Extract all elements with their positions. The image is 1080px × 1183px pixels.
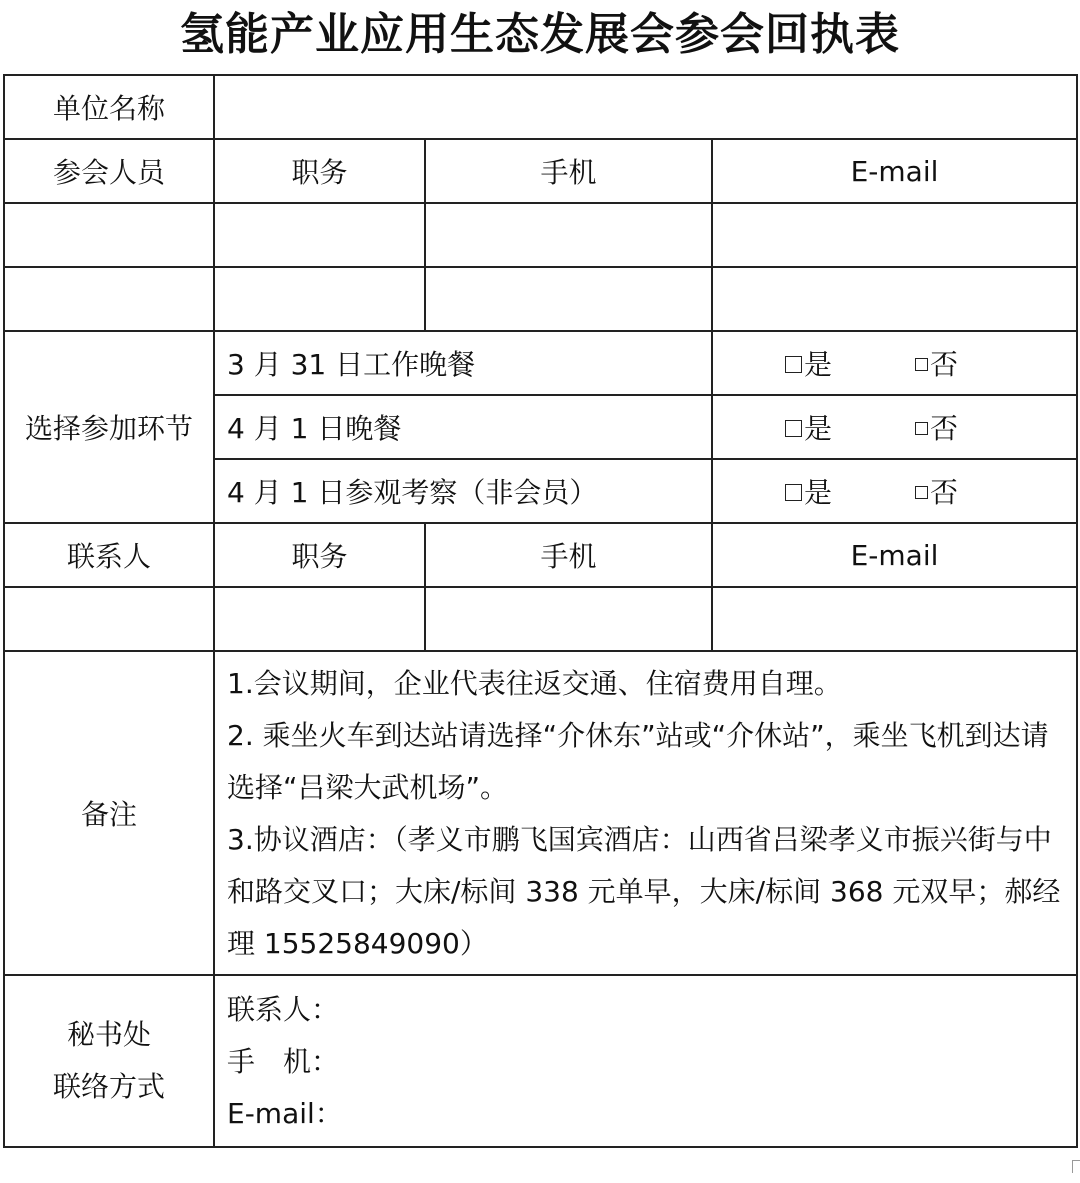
secretary-phone-field[interactable]: 手 机：: [227, 1045, 340, 1078]
session-row: [4, 331, 1077, 395]
remarks-content: [214, 651, 1077, 975]
session-choice: [712, 395, 1077, 459]
session-item-label: 3 月 31 日工作晚餐: [214, 331, 712, 395]
no-label: 否: [930, 412, 959, 445]
session-yes-option[interactable]: [785, 407, 915, 447]
unit-name-row: [4, 75, 1077, 139]
attendees-label: 参会人员: [4, 139, 214, 203]
yes-label: 是: [804, 348, 833, 381]
attendees-header-phone: 手机: [425, 139, 712, 203]
checkbox-icon[interactable]: [915, 422, 928, 435]
attendee-position-field[interactable]: [214, 267, 425, 331]
attendee-name-field[interactable]: [4, 267, 214, 331]
remark-line: 1.会议期间，企业代表往返交通、住宿费用自理。: [227, 667, 842, 700]
attendees-header-row: [4, 139, 1077, 203]
secretary-label-line1: 秘书处: [66, 1018, 151, 1051]
checkbox-icon[interactable]: [785, 484, 802, 501]
secretary-contact-field[interactable]: 联系人：: [227, 993, 340, 1026]
checkbox-icon[interactable]: [785, 420, 802, 437]
attendee-phone-field[interactable]: [425, 267, 712, 331]
session-item-label: 4 月 1 日晚餐: [214, 395, 712, 459]
attendee-row: [4, 203, 1077, 267]
registration-form-table: [3, 74, 1078, 1148]
attendee-email-field[interactable]: [712, 267, 1077, 331]
contact-email-field[interactable]: [712, 587, 1077, 651]
contact-header-phone: 手机: [425, 523, 712, 587]
sessions-label: 选择参加环节: [4, 331, 214, 523]
attendee-name-field[interactable]: [4, 203, 214, 267]
contact-header-row: [4, 523, 1077, 587]
contact-header-email: E-mail: [712, 523, 1077, 587]
session-item-label: 4 月 1 日参观考察（非会员）: [214, 459, 712, 523]
attendee-row: [4, 267, 1077, 331]
remarks-row: [4, 651, 1077, 975]
remark-line: 2. 乘坐火车到达站请选择“介休东”站或“介休站”，乘坐飞机到达请选择“吕梁大武机场”。: [227, 719, 1049, 804]
attendee-position-field[interactable]: [214, 203, 425, 267]
secretary-email-field[interactable]: E-mail：: [227, 1097, 343, 1130]
form-title: 氢能产业应用生态发展会参会回执表: [180, 9, 900, 60]
attendees-header-email: E-mail: [712, 139, 1077, 203]
no-label: 否: [930, 476, 959, 509]
remark-line: 3.协议酒店：（孝义市鹏飞国宾酒店：山西省吕梁孝义市振兴街与中和路交叉口；大床/标间 338 元单早，大床/标间 368 元双早；郝经理 15525849090）: [227, 823, 1061, 960]
secretary-label: [4, 975, 214, 1147]
session-yes-option[interactable]: [785, 471, 915, 511]
page-corner-mark: [1072, 1160, 1080, 1173]
secretary-label-line2: 联络方式: [52, 1070, 165, 1103]
session-no-option[interactable]: [915, 407, 958, 447]
remarks-label: 备注: [4, 651, 214, 975]
yes-label: 是: [804, 412, 833, 445]
session-no-option[interactable]: [915, 471, 958, 511]
attendee-phone-field[interactable]: [425, 203, 712, 267]
no-label: 否: [930, 348, 959, 381]
unit-name-label: 单位名称: [4, 75, 214, 139]
attendees-header-position: 职务: [214, 139, 425, 203]
contact-name-field[interactable]: [4, 587, 214, 651]
contact-header-position: 职务: [214, 523, 425, 587]
contact-label: 联系人: [4, 523, 214, 587]
secretary-row: [4, 975, 1077, 1147]
contact-phone-field[interactable]: [425, 587, 712, 651]
attendee-email-field[interactable]: [712, 203, 1077, 267]
yes-label: 是: [804, 476, 833, 509]
session-no-option[interactable]: [915, 343, 958, 383]
secretary-contact-info: [214, 975, 1077, 1147]
session-choice: [712, 331, 1077, 395]
session-choice: [712, 459, 1077, 523]
unit-name-field[interactable]: [214, 75, 1077, 139]
checkbox-icon[interactable]: [785, 356, 802, 373]
checkbox-icon[interactable]: [915, 486, 928, 499]
session-yes-option[interactable]: [785, 343, 915, 383]
contact-row: [4, 587, 1077, 651]
checkbox-icon[interactable]: [915, 358, 928, 371]
contact-position-field[interactable]: [214, 587, 425, 651]
